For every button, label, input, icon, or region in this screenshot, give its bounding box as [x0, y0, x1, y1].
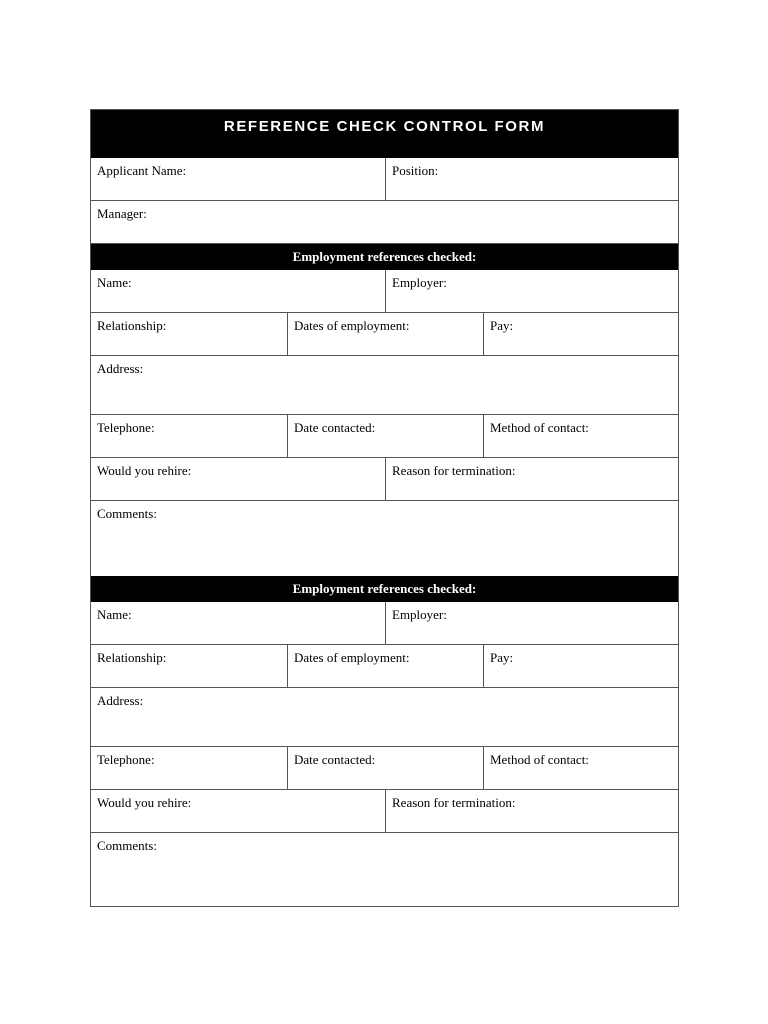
reason-for-termination-field[interactable] [385, 790, 678, 832]
reason-for-termination-label: Reason for termination: [392, 795, 516, 810]
relationship-field[interactable] [91, 313, 287, 355]
section-1-rehire-row [91, 458, 678, 501]
applicant-name-field[interactable] [91, 158, 385, 200]
name-label: Name: [97, 607, 132, 622]
reference-name-field[interactable] [91, 602, 385, 644]
section-2-name-row [91, 602, 678, 645]
section-2-rehire-row [91, 790, 678, 833]
manager-row [91, 201, 678, 244]
section-1-relationship-row [91, 313, 678, 356]
position-field[interactable] [385, 158, 678, 200]
would-you-rehire-field[interactable] [91, 790, 385, 832]
section-1-comments-row [91, 501, 678, 576]
address-field[interactable] [91, 356, 678, 414]
relationship-label: Relationship: [97, 318, 167, 333]
section-2-relationship-row [91, 645, 678, 688]
applicant-name-label: Applicant Name: [97, 163, 187, 178]
pay-field[interactable] [483, 645, 678, 687]
section-2-address-row [91, 688, 678, 747]
comments-field[interactable] [91, 833, 678, 906]
reason-for-termination-label: Reason for termination: [392, 463, 516, 478]
employer-label: Employer: [392, 607, 447, 622]
date-contacted-field[interactable] [287, 415, 483, 457]
position-label: Position: [392, 163, 439, 178]
reference-check-form [90, 109, 679, 907]
telephone-field[interactable] [91, 747, 287, 789]
applicant-row [91, 158, 678, 201]
section-1-heading-bar [91, 244, 678, 270]
employer-label: Employer: [392, 275, 447, 290]
section-2-comments-row [91, 833, 678, 906]
employer-field[interactable] [385, 270, 678, 312]
comments-label: Comments: [97, 506, 157, 521]
would-you-rehire-field[interactable] [91, 458, 385, 500]
pay-label: Pay: [490, 318, 514, 333]
dates-of-employment-label: Dates of employment: [294, 650, 410, 665]
address-label: Address: [97, 693, 144, 708]
telephone-label: Telephone: [97, 752, 155, 767]
date-contacted-label: Date contacted: [294, 752, 376, 767]
method-of-contact-label: Method of contact: [490, 420, 589, 435]
method-of-contact-field[interactable] [483, 415, 678, 457]
address-label: Address: [97, 361, 144, 376]
manager-field[interactable] [91, 201, 678, 243]
dates-of-employment-field[interactable] [287, 645, 483, 687]
pay-label: Pay: [490, 650, 514, 665]
section-1-name-row [91, 270, 678, 313]
telephone-field[interactable] [91, 415, 287, 457]
employer-field[interactable] [385, 602, 678, 644]
date-contacted-label: Date contacted: [294, 420, 376, 435]
section-heading: Employment references checked: [292, 249, 477, 264]
comments-field[interactable] [91, 501, 678, 576]
section-2-heading-bar [91, 576, 678, 602]
relationship-field[interactable] [91, 645, 287, 687]
section-1-address-row [91, 356, 678, 415]
section-2-telephone-row [91, 747, 678, 790]
date-contacted-field[interactable] [287, 747, 483, 789]
dates-of-employment-field[interactable] [287, 313, 483, 355]
manager-label: Manager: [97, 206, 147, 221]
name-label: Name: [97, 275, 132, 290]
address-field[interactable] [91, 688, 678, 746]
reference-name-field[interactable] [91, 270, 385, 312]
telephone-label: Telephone: [97, 420, 155, 435]
method-of-contact-label: Method of contact: [490, 752, 589, 767]
would-you-rehire-label: Would you rehire: [97, 795, 192, 810]
relationship-label: Relationship: [97, 650, 167, 665]
form-title: REFERENCE CHECK CONTROL FORM [223, 118, 546, 135]
form-title-bar [91, 110, 678, 158]
reason-for-termination-field[interactable] [385, 458, 678, 500]
would-you-rehire-label: Would you rehire: [97, 463, 192, 478]
section-1-telephone-row [91, 415, 678, 458]
method-of-contact-field[interactable] [483, 747, 678, 789]
comments-label: Comments: [97, 838, 157, 853]
pay-field[interactable] [483, 313, 678, 355]
dates-of-employment-label: Dates of employment: [294, 318, 410, 333]
section-heading: Employment references checked: [292, 581, 477, 596]
